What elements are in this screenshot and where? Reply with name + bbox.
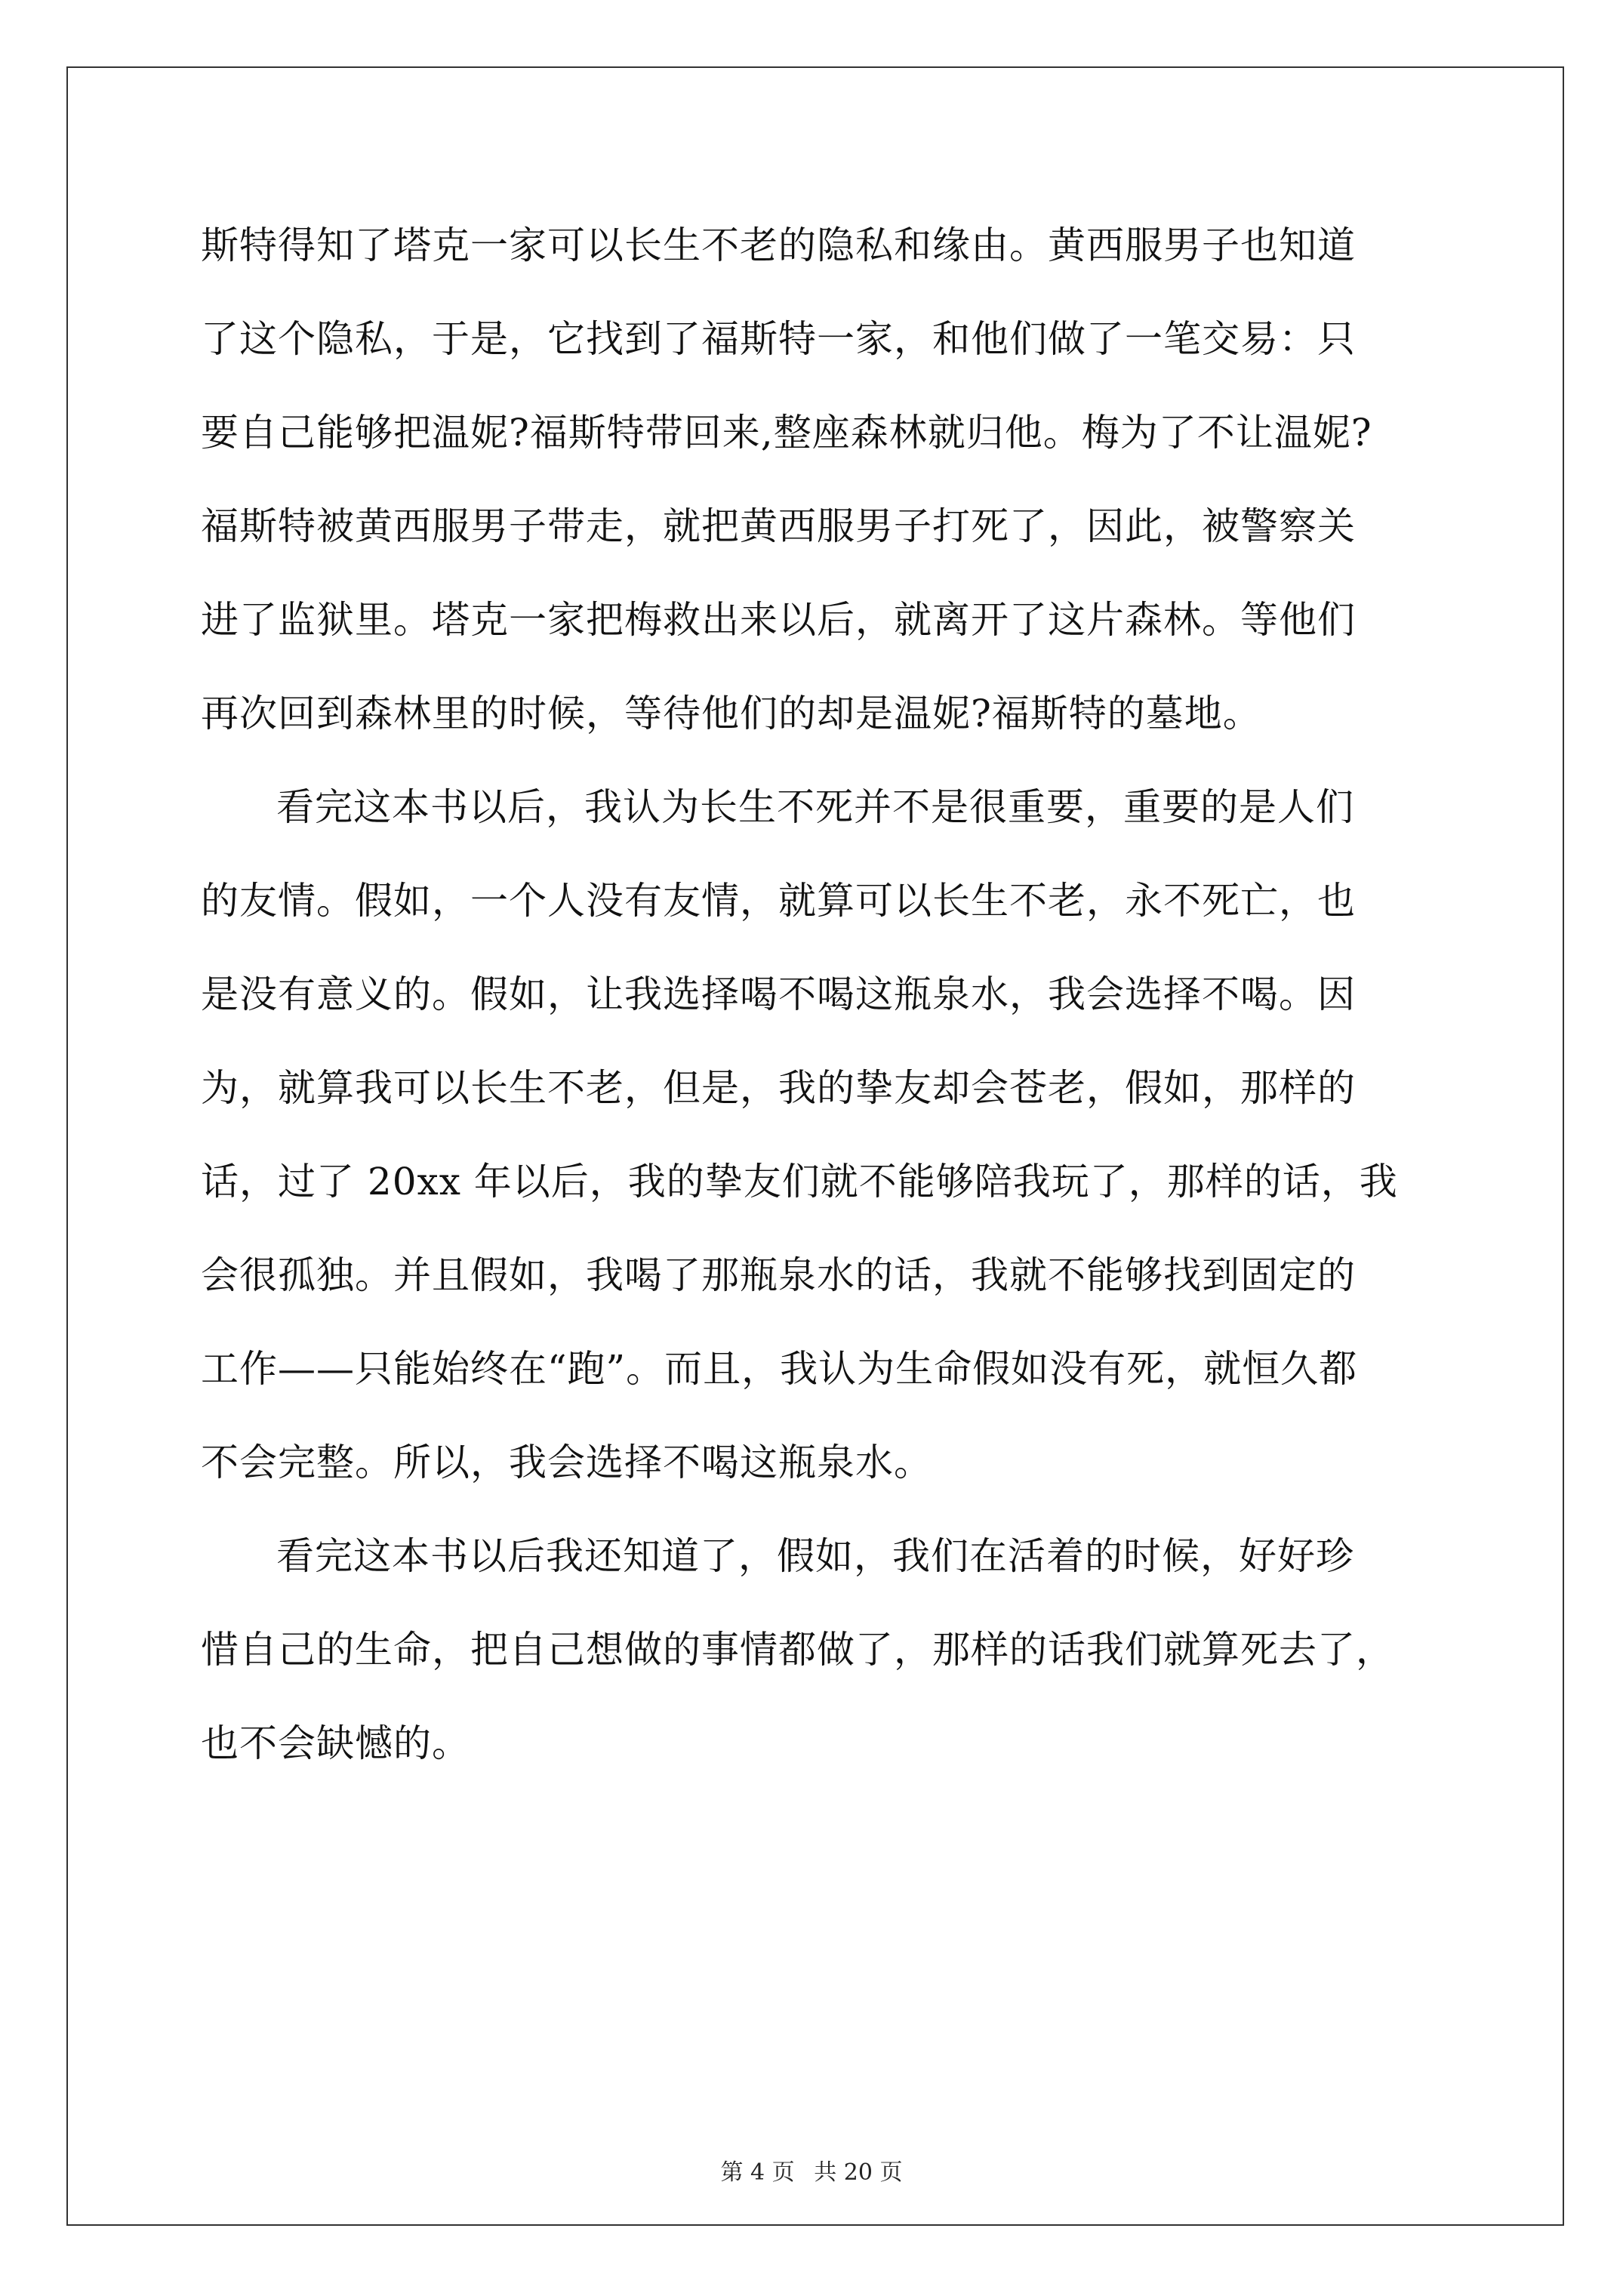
page-footer bbox=[0, 2158, 1623, 2188]
text-line: 斯特得知了塔克一家可以长生不老的隐私和缘由。黄西服男子也知道 bbox=[201, 223, 1356, 267]
text-line: 为，就算我可以长生不老，但是，我的挚友却会苍老，假如，那样的 bbox=[201, 1066, 1356, 1110]
text-line: 要自己能够把温妮?福斯特带回来,整座森林就归他。梅为了不让温妮? bbox=[201, 411, 1372, 455]
page-number-current: 第 4 页 bbox=[720, 2159, 795, 2186]
text-line: 不会完整。所以，我会选择不喝这瓶泉水。 bbox=[201, 1441, 932, 1484]
text-line: 工作——只能始终在“跑”。而且，我认为生命假如没有死，就恒久都 bbox=[201, 1347, 1358, 1391]
text-line: 福斯特被黄西服男子带走，就把黄西服男子打死了，因此，被警察关 bbox=[201, 504, 1356, 548]
text-line: 是没有意义的。假如，让我选择喝不喝这瓶泉水，我会选择不喝。因 bbox=[201, 972, 1356, 1016]
text-line: 惜自己的生命，把自己想做的事情都做了，那样的话我们就算死去了， bbox=[201, 1628, 1394, 1672]
text-line: 的友情。假如，一个人没有友情，就算可以长生不老，永不死亡，也 bbox=[201, 879, 1356, 923]
page-number-total: 共 20 页 bbox=[814, 2159, 903, 2186]
text-line: 了这个隐私，于是，它找到了福斯特一家，和他们做了一笔交易：只 bbox=[201, 317, 1356, 361]
page-border bbox=[66, 66, 1564, 2226]
text-line: 会很孤独。并且假如，我喝了那瓶泉水的话，我就不能够找到固定的 bbox=[201, 1253, 1356, 1297]
paragraph-start-line: 看完这本书以后，我认为长生不死并不是很重要，重要的是人们 bbox=[276, 785, 1354, 829]
text-line: 话，过了 20xx 年以后，我的挚友们就不能够陪我玩了，那样的话，我 bbox=[201, 1160, 1398, 1203]
paragraph-start-line: 看完这本书以后我还知道了，假如，我们在活着的时候，好好珍 bbox=[276, 1534, 1354, 1578]
text-line: 再次回到森林里的时候，等待他们的却是温妮?福斯特的墓地。 bbox=[201, 692, 1261, 735]
text-line: 也不会缺憾的。 bbox=[201, 1721, 470, 1765]
text-line: 进了监狱里。塔克一家把梅救出来以后，就离开了这片森林。等他们 bbox=[201, 598, 1356, 642]
